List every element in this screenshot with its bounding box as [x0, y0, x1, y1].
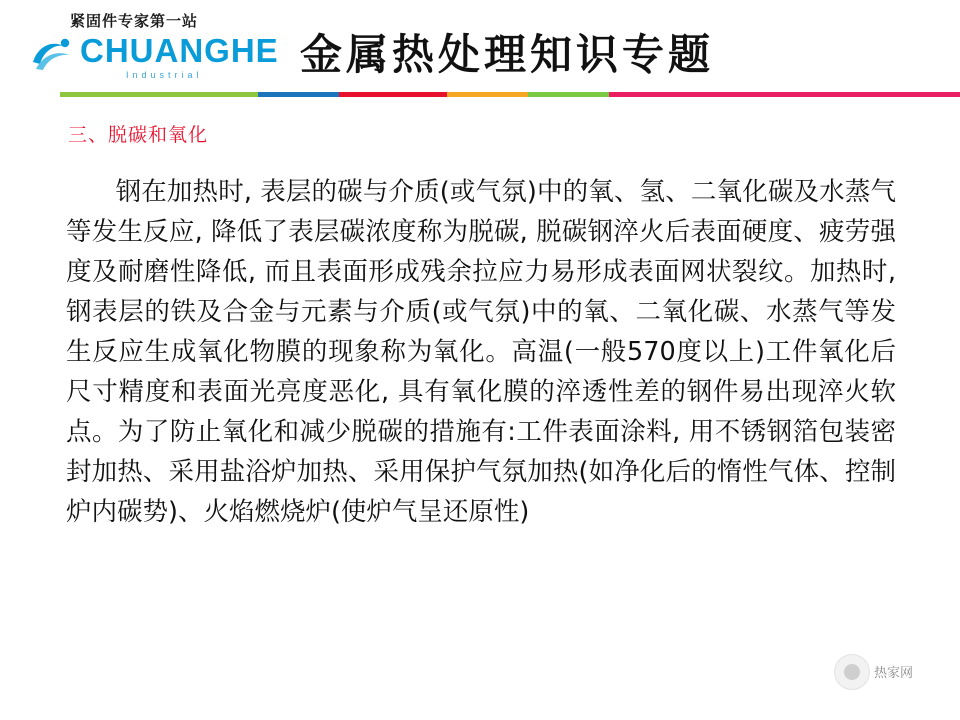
rainbow-segment-2 [339, 92, 447, 97]
wechat-avatar-icon [834, 654, 870, 690]
watermark [826, 652, 946, 710]
page-header [0, 0, 960, 98]
watermark-label: 热家网 [874, 666, 914, 681]
brand-logo [18, 8, 279, 88]
rainbow-divider [60, 92, 960, 97]
body-paragraph: 钢在加热时, 表层的碳与介质(或气氛)中的氧、氢、二氧化碳及水蒸气等发生反应, 降低了表层碳浓度称为脱碳, 脱碳钢淬火后表面硬度、疲劳强度及耐磨性降低, 而且表面形成残余拉应力易形成表面网状裂纹。加热时, 钢表层的铁及合金与元素与介质(或气氛)中的氧、二氧化碳、水蒸气等发生反应生成氧化物膜的现象称为氧化。高温(一般570度以上)工件氧化后尺寸精度和表面光亮度恶化, 具有氧化膜的淬透性差的钢件易出现淬火软点。为了防止氧化和减少脱碳的措施有:工件表面涂料, 用不锈钢箔包装密封加热、采用盐浴炉加热、采用保护气氛加热(如净化后的惰性气体、控制炉内碳势)、火焰燃烧炉(使炉气呈还原性) [66, 177, 905, 527]
page-title: 金属热处理知识专题 [300, 30, 715, 79]
rainbow-segment-5 [609, 92, 960, 97]
section-heading: 三、脱碳和氧化 [68, 124, 209, 146]
logo-subtext: Industrial [126, 70, 203, 80]
wave-swoosh-icon [30, 32, 76, 78]
logo-tagline: 紧固件专家第一站 [70, 12, 199, 30]
rainbow-segment-1 [258, 92, 339, 97]
logo-wordmark: CHUANGHE [80, 32, 279, 69]
rainbow-segment-3 [447, 92, 528, 97]
rainbow-segment-0 [60, 92, 258, 97]
rainbow-segment-4 [528, 92, 609, 97]
